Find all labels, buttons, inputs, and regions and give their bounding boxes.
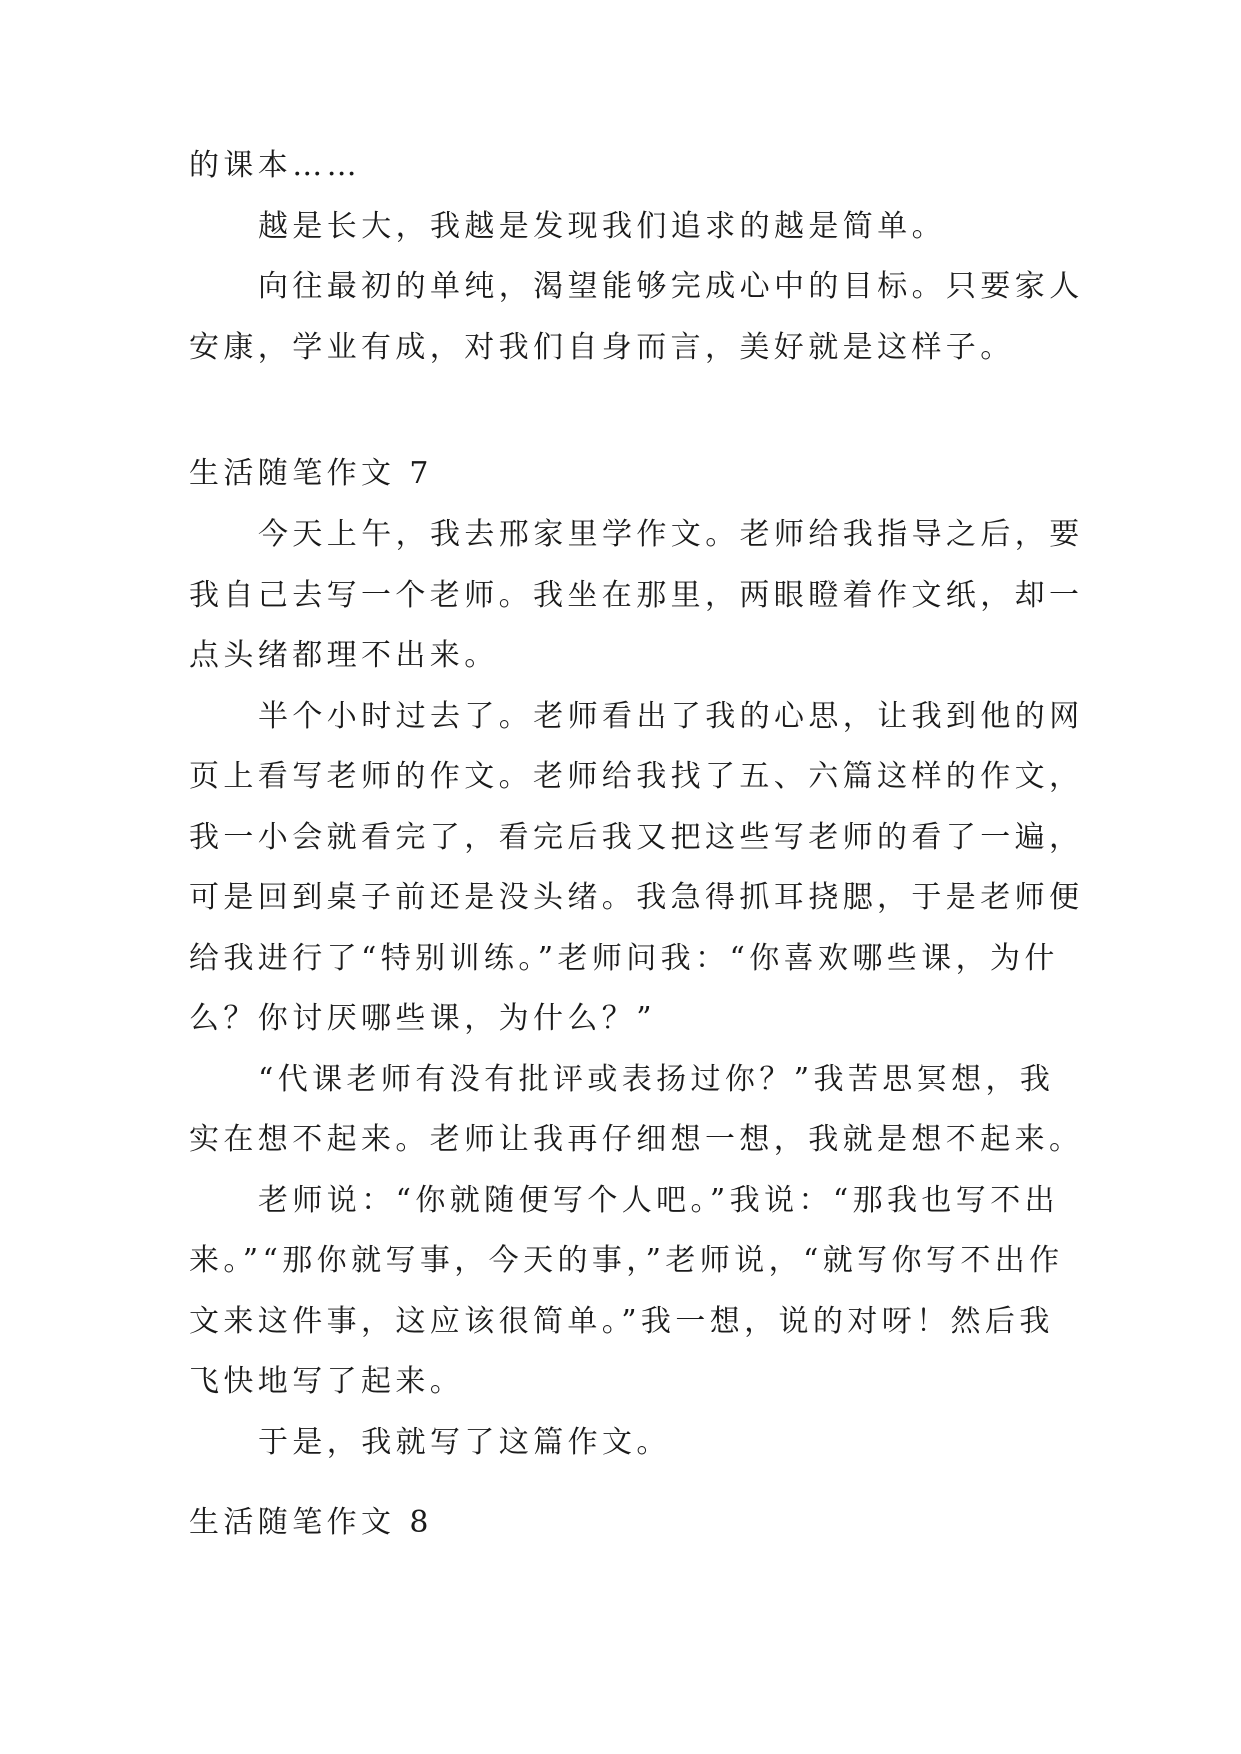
paragraph-line: 的课本…… [189, 148, 361, 183]
paragraph-line: 安康，学业有成，对我们自身而言，美好就是这样子。 [189, 329, 1015, 365]
paragraph-line: 么？你讨厌哪些课，为什么？” [189, 1001, 656, 1036]
paragraph-line: 半个小时过去了。老师看出了我的心思，让我到他的网 [258, 698, 1084, 734]
paragraph-line: 页上看写老师的作文。老师给我找了五、六篇这样的作文， [189, 759, 1084, 794]
paragraph-line: 我自己去写一个老师。我坐在那里，两眼瞪着作文纸，却一 [189, 577, 1084, 613]
section-heading: 生活随笔作文 7 [189, 456, 433, 491]
paragraph-line: 我一小会就看完了，看完后我又把这些写老师的看了一遍， [189, 819, 1084, 855]
paragraph-line: 来。”“那你就写事，今天的事，”老师说，“就写你写不出作 [189, 1243, 1064, 1278]
paragraph-line: 今天上午，我去邢家里学作文。老师给我指导之后，要 [258, 517, 1084, 552]
essay-7-body [189, 505, 1084, 1473]
paragraph-line: 老师说：“你就随便写个人吧。”我说：“那我也写不出 [258, 1182, 1060, 1218]
paragraph-line: 可是回到桌子前还是没头绪。我急得抓耳挠腮，于是老师便 [189, 880, 1084, 915]
previous-essay-ending [189, 136, 1084, 378]
paragraph-line: 越是长大，我越是发现我们追求的越是简单。 [258, 208, 946, 244]
paragraph-line: “代课老师有没有批评或表扬过你？”我苦思冥想，我 [258, 1061, 1055, 1097]
essay-heading-7 [189, 444, 1069, 505]
paragraph-line: 实在想不起来。老师让我再仔细想一想，我就是想不起来。 [189, 1122, 1084, 1157]
section-heading: 生活随笔作文 8 [189, 1505, 433, 1540]
paragraph-line: 于是，我就写了这篇作文。 [258, 1424, 671, 1460]
paragraph-line: 向往最初的单纯，渴望能够完成心中的目标。只要家人 [258, 269, 1084, 304]
paragraph-line: 文来这件事，这应该很简单。”我一想，说的对呀！然后我 [189, 1303, 1054, 1339]
paragraph-line: 点头绪都理不出来。 [189, 638, 499, 673]
paragraph-line: 给我进行了“特别训练。”老师问我：“你喜欢哪些课，为什 [189, 940, 1059, 976]
paragraph-line: 飞快地写了起来。 [189, 1364, 465, 1399]
essay-heading-8 [189, 1493, 1069, 1554]
